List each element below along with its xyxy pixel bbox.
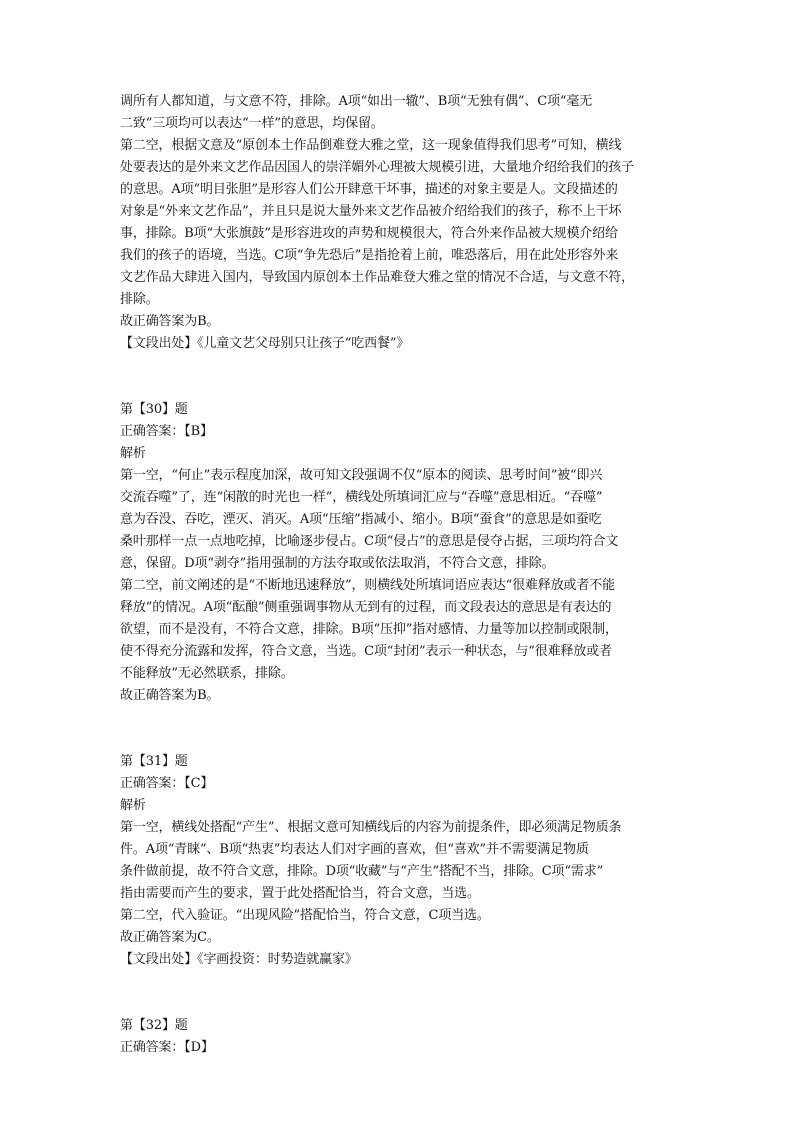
section-q31 — [120, 751, 680, 971]
text-line: 释放”的情况。A项“酝酿”侧重强调事物从无到有的过程，而文段表达的意思是有表达的 — [120, 600, 612, 615]
text-line: 交流吞噬”了，连“闲散的时光也一样”，横线处所填词汇应与“吞噬”意思相近。“吞噬” — [120, 490, 603, 505]
text-line: 欲望，而不是没有，不符合文意，排除。B项“压抑”指对感情、力量等加以控制或限制， — [120, 622, 618, 637]
text-line: 文艺作品大肆进入国内，导致国内原创本土作品难登大雅之堂的情况不合适，与文意不符， — [120, 270, 635, 285]
correct-answer: 正确答案：【D】 — [120, 1040, 214, 1055]
text-line: 不能释放”无必然联系，排除。 — [120, 666, 294, 681]
section-q30 — [120, 399, 680, 707]
correct-answer: 正确答案：【B】 — [120, 424, 213, 439]
section-q32 — [120, 1015, 680, 1059]
section-gap — [120, 355, 680, 399]
section-q29-tail — [120, 91, 680, 355]
document-page — [120, 91, 680, 1059]
text-line: 调所有人都知道，与文意不符，排除。A项“如出一辙”、B项“无独有偶”、C项“毫无 — [120, 94, 593, 109]
analysis-label: 解析 — [120, 798, 146, 813]
text-line: 第二空，代入验证。“出现风险”搭配恰当，符合文意，C项当选。 — [120, 908, 490, 923]
text-line: 对象是“外来文艺作品”，并且只是说大量外来文艺作品被介绍给我们的孩子，称不上干坏 — [120, 204, 622, 219]
answer-conclusion: 故正确答案为B。 — [120, 314, 220, 329]
answer-conclusion: 故正确答案为C。 — [120, 930, 220, 945]
text-line: 第一空，横线处搭配“产生”、根据文意可知横线后的内容为前提条件，即必须满足物质条 — [120, 820, 622, 835]
text-line: 的意思。A项“明目张胆”是形容人们公开肆意干坏事，描述的对象主要是人。文段描述的 — [120, 182, 618, 197]
text-line: 使不得充分流露和发挥，符合文意，当选。C项“封闭”表示一种状态，与“很难释放或者 — [120, 644, 612, 659]
answer-conclusion: 故正确答案为B。 — [120, 688, 220, 703]
source-citation: 【文段出处】《字画投资：时势造就赢家》 — [120, 952, 358, 967]
section-gap — [120, 971, 680, 1015]
text-line: 条件做前提，故不符合文意，排除。D项“收藏”与“产生”搭配不当，排除。C项“需求” — [120, 864, 604, 879]
text-line: 桑叶那样一点一点地吃掉，比喻逐步侵占。C项“侵占”的意思是侵夺占据，三项均符合文 — [120, 534, 619, 549]
source-citation: 【文段出处】《儿童文艺父母别只让孩子“吃西餐”》 — [120, 336, 410, 351]
question-heading: 第【31】题 — [120, 754, 188, 769]
text-line: 事，排除。B项“大张旗鼓”是形容进攻的声势和规模很大，符合外来作品被大规模介绍给 — [120, 226, 618, 241]
text-line: 二致”三项均可以表达“一样”的意思，均保留。 — [120, 116, 384, 131]
text-line: 排除。 — [120, 292, 159, 307]
text-line: 件。A项“青睐”、B项“热衷”均表达人们对字画的喜欢，但“喜欢”并不需要满足物质 — [120, 842, 589, 857]
question-heading: 第【30】题 — [120, 402, 188, 417]
text-line: 第一空，“何止”表示程度加深，故可知文段强调不仅“原本的阅读、思考时间”被“即兴 — [120, 468, 603, 483]
analysis-label: 解析 — [120, 446, 146, 461]
text-line: 我们的孩子的语境，当选。C项“争先恐后”是指抢着上前，唯恐落后，用在此处形容外来 — [120, 248, 619, 263]
question-heading: 第【32】题 — [120, 1018, 188, 1033]
text-line: 第二空，根据文意及“原创本土作品倒难登大雅之堂，这一现象值得我们思考”可知，横线 — [120, 138, 622, 153]
correct-answer: 正确答案：【C】 — [120, 776, 214, 791]
text-line: 意为吞没、吞吃，湮灭、消灭。A项“压缩”指减小、缩小。B项“蚕食”的意思是如蚕吃 — [120, 512, 602, 527]
section-gap — [120, 707, 680, 751]
text-line: 意，保留。D项“剥夺”指用强制的方法夺取或依法取消，不符合文意，排除。 — [120, 556, 555, 571]
text-line: 指由需要而产生的要求，置于此处搭配恰当，符合文意，当选。 — [120, 886, 480, 901]
text-line: 处要表达的是外来文艺作品因国人的崇洋媚外心理被大规模引进，大量地介绍给我们的孩子 — [120, 160, 635, 175]
text-line: 第二空，前文阐述的是“不断地迅速释放”，则横线处所填词语应表达“很难释放或者不能 — [120, 578, 615, 593]
